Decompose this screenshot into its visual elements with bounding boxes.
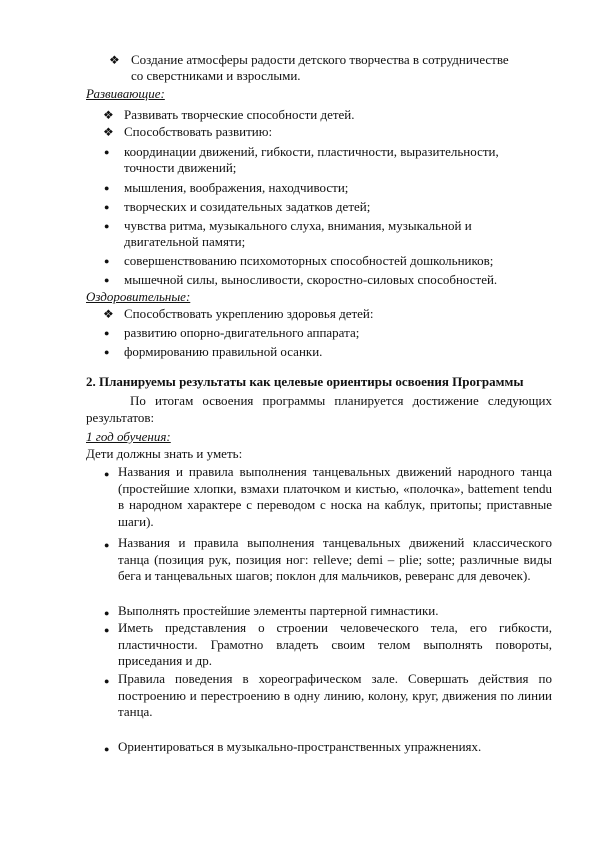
dot-bullet-icon: ● (104, 676, 110, 686)
dot-bullet-icon: ● (104, 275, 110, 285)
developing-heading: Развивающие: (86, 86, 165, 101)
dot-bullet-icon: ● (104, 608, 110, 618)
result-item: Правила поведения в хореографическом зале. Совершать действия по построению и перестроению в одну линию, колону, круг, движения по линии танца. (118, 671, 552, 719)
developing-bullet-line: двигательной памяти; (124, 234, 246, 249)
dot-bullet-icon: ● (104, 328, 110, 338)
developing-bullet-line: мышления, воображения, находчивости; (124, 180, 349, 195)
dot-bullet-icon: ● (104, 469, 110, 479)
result-item: Названия и правила выполнения танцевальных движений народного танца (простейшие хлопки, взмахи платочком и кистью, «полочка», battement tendu в народном характере с переводом с носка на каблук, притопы; приставные шаги). (118, 464, 552, 529)
dot-bullet-icon: ● (104, 147, 110, 157)
health-bullet-line: формированию правильной осанки. (124, 344, 323, 359)
health-item: Способствовать укреплению здоровья детей: (124, 306, 374, 321)
intro-item-line-2: со сверстниками и взрослыми. (131, 68, 301, 83)
diamond-bullet-icon: ❖ (103, 307, 114, 321)
result-item: Названия и правила выполнения танцевальных движений классического танца (позиция рук, позиция ног: relleve; demi – plie; sotte; различные виды бега и танцевальных шагов; поклон для мальчиков, реверанс для девочек). (118, 535, 552, 583)
dot-bullet-icon: ● (104, 347, 110, 357)
health-bullet-line: развитию опорно-двигательного аппарата; (124, 325, 360, 340)
diamond-bullet-icon: ❖ (109, 53, 120, 67)
dot-bullet-icon: ● (104, 221, 110, 231)
developing-bullet-line: творческих и созидательных задатков детей; (124, 199, 371, 214)
must-know-label: Дети должны знать и уметь: (86, 446, 243, 461)
section-intro: По итогам освоения программы планируется достижение следующих результатов: (86, 393, 552, 425)
developing-bullet-line: совершенствованию психомоторных способностей дошкольников; (124, 253, 494, 268)
dot-bullet-icon: ● (104, 256, 110, 266)
intro-item-line-1: Создание атмосферы радости детского творчества в сотрудничестве (131, 52, 509, 67)
result-item: Выполнять простейшие элементы партерной гимнастики. (118, 603, 439, 618)
developing-bullet-line: точности движений; (124, 160, 237, 175)
developing-item: Способствовать развитию: (124, 124, 273, 139)
section-title: 2. Планируемы результаты как целевые ориентиры освоения Программы (86, 374, 524, 389)
health-heading: Оздоровительные: (86, 289, 191, 304)
result-item: Ориентироваться в музыкально-пространственных упражнениях. (118, 739, 482, 754)
developing-bullet-line: мышечной силы, выносливости, скоростно-силовых способностей. (124, 272, 498, 287)
dot-bullet-icon: ● (104, 625, 110, 635)
year-heading: 1 год обучения: (86, 429, 171, 444)
developing-item: Развивать творческие способности детей. (124, 107, 355, 122)
diamond-bullet-icon: ❖ (103, 108, 114, 122)
result-item: Иметь представления о строении человеческого тела, его гибкости, пластичности. Грамотно владеть своим телом выполнять повороты, приседания и др. (118, 620, 552, 668)
dot-bullet-icon: ● (104, 202, 110, 212)
dot-bullet-icon: ● (104, 744, 110, 754)
developing-bullet-line: координации движений, гибкости, пластичности, выразительности, (124, 144, 499, 159)
diamond-bullet-icon: ❖ (103, 125, 114, 139)
dot-bullet-icon: ● (104, 540, 110, 550)
developing-bullet-line: чувства ритма, музыкального слуха, внимания, музыкальной и (124, 218, 472, 233)
dot-bullet-icon: ● (104, 183, 110, 193)
